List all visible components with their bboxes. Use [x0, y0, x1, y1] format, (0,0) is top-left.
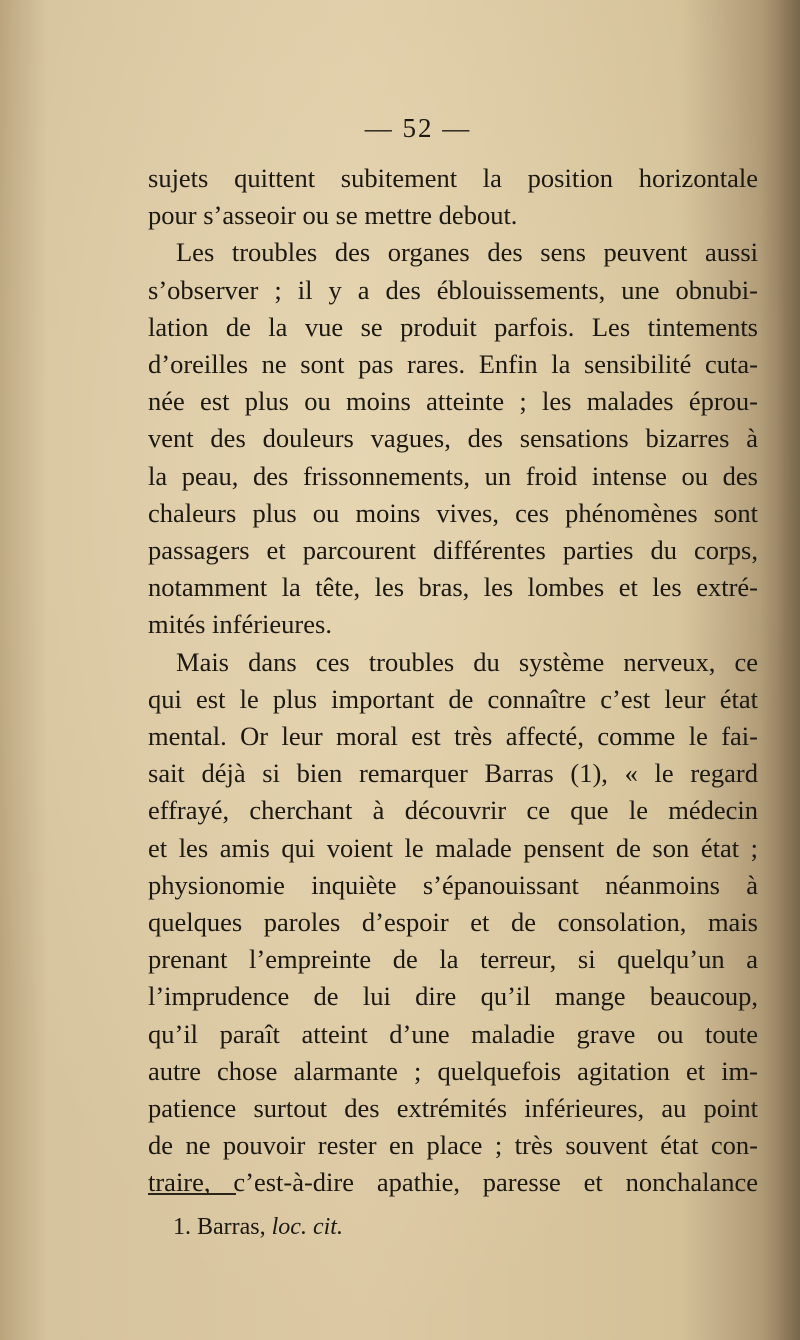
text-line: qui est le plus important de connaître c’est leur état — [148, 683, 758, 714]
footnote-marker: 1. — [173, 1214, 191, 1240]
text-line: pour s’asseoir ou se mettre debout. — [148, 200, 518, 231]
text-line: physionomie inquiète s’épanouissant néanmoins à — [148, 869, 758, 900]
text-line: d’oreilles ne sont pas rares. Enfin la sensibilité cuta- — [148, 349, 758, 380]
text-line: mités inférieures. — [148, 609, 332, 640]
text-line: née est plus ou moins atteinte ; les malades éprou- — [148, 386, 758, 417]
footnote-author: Barras, — [197, 1214, 266, 1240]
text-line: patience surtout des extrémités inférieures, au point — [148, 1093, 758, 1124]
text-line: Les troubles des organes des sens peuvent aussi — [176, 237, 758, 268]
footnote-rule — [148, 1193, 236, 1195]
text-line: notamment la tête, les bras, les lombes et les extré- — [148, 572, 758, 603]
text-line: lation de la vue se produit parfois. Les tintements — [148, 311, 758, 342]
text-line: sait déjà si bien remarquer Barras (1), « le regard — [148, 758, 758, 789]
footnote-reference: loc. cit. — [271, 1214, 343, 1240]
text-line: quelques paroles d’espoir et de consolation, mais — [148, 907, 758, 938]
text-line: effrayé, cherchant à découvrir ce que le médecin — [148, 795, 758, 826]
text-line: s’observer ; il y a des éblouissements, une obnubi- — [148, 274, 758, 305]
text-line: chaleurs plus ou moins vives, ces phénomènes sont — [148, 497, 758, 528]
text-line: passagers et parcourent différentes parties du corps, — [148, 535, 758, 566]
text-line: la peau, des frissonnements, un froid intense ou des — [148, 460, 758, 491]
text-line: et les amis qui voient le malade pensent de son état ; — [148, 832, 758, 863]
body-text — [148, 160, 758, 1202]
text-line: de ne pouvoir rester en place ; très souvent état con- — [148, 1130, 758, 1161]
page-edge-shadow — [760, 0, 800, 1340]
text-line: prenant l’empreinte de la terreur, si quelqu’un a — [148, 944, 758, 975]
text-line: Mais dans ces troubles du système nerveux, ce — [176, 646, 758, 677]
text-line: traire, c’est-à-dire apathie, paresse et nonchalance — [148, 1167, 758, 1198]
text-line: mental. Or leur moral est très affecté, comme le fai- — [148, 721, 758, 752]
text-line: l’imprudence de lui dire qu’il mange beaucoup, — [148, 981, 758, 1012]
text-line: sujets quittent subitement la position horizontale — [148, 163, 758, 193]
text-line: vent des douleurs vagues, des sensations bizarres à — [148, 423, 758, 454]
footnote — [173, 1214, 343, 1241]
text-line: qu’il paraît atteint d’une maladie grave ou toute — [148, 1018, 758, 1049]
text-line: autre chose alarmante ; quelquefois agitation et im- — [148, 1055, 758, 1086]
page-number: — 52 — — [364, 113, 472, 143]
